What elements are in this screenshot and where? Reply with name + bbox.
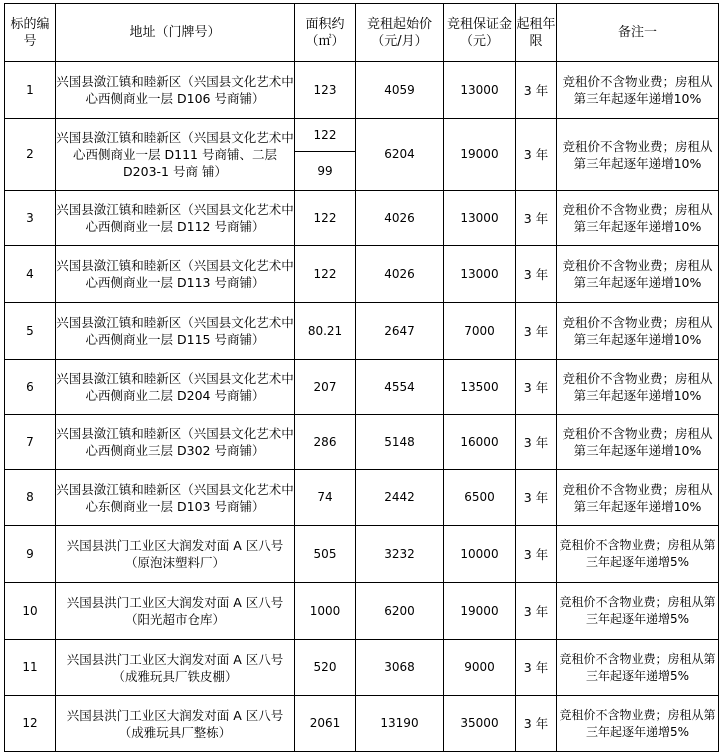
row-term: 3 年 xyxy=(516,470,557,526)
row-start-price: 6200 xyxy=(356,583,444,640)
row-term: 3 年 xyxy=(516,360,557,415)
row-address: 兴国县潋江镇和睦新区（兴国县文化艺术中心西侧商业一层 D111 号商铺、二层 D203-1 号商 铺） xyxy=(56,119,295,191)
row-address: 兴国县洪门工业区大润发对面 A 区八号（阳光超市仓库） xyxy=(56,583,295,640)
row-start-price: 13190 xyxy=(356,696,444,752)
row-number: 1 xyxy=(5,62,56,119)
row-deposit: 13000 xyxy=(444,191,516,246)
row-area-second: 99 xyxy=(317,164,333,178)
row-remark: 竞租价不含物业费；房租从第三年起逐年递增5% xyxy=(557,640,719,696)
row-area: 207 xyxy=(295,360,356,415)
row-start-price: 4026 xyxy=(356,246,444,303)
row-remark: 竞租价不含物业费；房租从第三年起逐年递增10% xyxy=(557,360,719,415)
row-area: 123 xyxy=(295,62,356,119)
row-deposit: 10000 xyxy=(444,526,516,583)
row-remark: 竞租价不含物业费；房租从第三年起逐年递增10% xyxy=(557,303,719,360)
row-number: 7 xyxy=(5,415,56,470)
row-area: 122 xyxy=(295,119,355,152)
row-term: 3 年 xyxy=(516,583,557,640)
row-start-price: 4026 xyxy=(356,191,444,246)
row-number: 12 xyxy=(5,696,56,752)
row-remark: 竞租价不含物业费；房租从第三年起逐年递增10% xyxy=(557,415,719,470)
row-term: 3 年 xyxy=(516,415,557,470)
header-remark: 备注一 xyxy=(557,4,719,62)
row-deposit: 13000 xyxy=(444,62,516,119)
row-term: 3 年 xyxy=(516,119,557,191)
row-address: 兴国县潋江镇和睦新区（兴国县文化艺术中心西侧商业一层 D115 号商铺） xyxy=(56,303,295,360)
row-area: 505 xyxy=(295,526,356,583)
row-remark: 竞租价不含物业费；房租从第三年起逐年递增5% xyxy=(557,526,719,583)
row-remark: 竞租价不含物业费；房租从第三年起逐年递增5% xyxy=(557,583,719,640)
row-address: 兴国县潋江镇和睦新区（兴国县文化艺术中心西侧商业一层 D106 号商铺） xyxy=(56,62,295,119)
header-deposit: 竞租保证金（元） xyxy=(444,4,516,62)
row-deposit: 13000 xyxy=(444,246,516,303)
row-deposit: 19000 xyxy=(444,583,516,640)
row-start-price: 5148 xyxy=(356,415,444,470)
row-term: 3 年 xyxy=(516,303,557,360)
table-row xyxy=(5,526,719,583)
row-deposit: 35000 xyxy=(444,696,516,752)
row-start-price: 3232 xyxy=(356,526,444,583)
header-area: 面积约（㎡） xyxy=(295,4,356,62)
row-address: 兴国县洪门工业区大润发对面 A 区八号（成雅玩具厂铁皮棚） xyxy=(56,640,295,696)
row-start-price: 3068 xyxy=(356,640,444,696)
row-address: 兴国县潋江镇和睦新区（兴国县文化艺术中心西侧商业三层 D302 号商铺） xyxy=(56,415,295,470)
row-area: 1000 xyxy=(295,583,356,640)
row-deposit: 7000 xyxy=(444,303,516,360)
row-number: 9 xyxy=(5,526,56,583)
row-remark: 竞租价不含物业费；房租从第三年起逐年递增10% xyxy=(557,470,719,526)
row-area: 74 xyxy=(295,470,356,526)
row-term: 3 年 xyxy=(516,640,557,696)
row-address: 兴国县潋江镇和睦新区（兴国县文化艺术中心西侧商业一层 D113 号商铺） xyxy=(56,246,295,303)
table-row xyxy=(5,119,719,191)
row-address: 兴国县洪门工业区大润发对面 A 区八号（成雅玩具厂整栋） xyxy=(56,696,295,752)
table-row xyxy=(5,62,719,119)
table-row xyxy=(5,360,719,415)
row-area: 286 xyxy=(295,415,356,470)
row-number: 5 xyxy=(5,303,56,360)
header-address: 地址（门牌号） xyxy=(56,4,295,62)
row-number: 4 xyxy=(5,246,56,303)
row-address: 兴国县潋江镇和睦新区（兴国县文化艺术中心东侧商业一层 D103 号商铺） xyxy=(56,470,295,526)
row-address: 兴国县潋江镇和睦新区（兴国县文化艺术中心西侧商业二层 D204 号商铺） xyxy=(56,360,295,415)
row-remark: 竞租价不含物业费；房租从第三年起逐年递增5% xyxy=(557,696,719,752)
table-row xyxy=(5,415,719,470)
row-start-price: 4554 xyxy=(356,360,444,415)
table-row xyxy=(5,640,719,696)
table-row xyxy=(5,696,719,752)
table-row xyxy=(5,191,719,246)
row-start-price: 2442 xyxy=(356,470,444,526)
row-area: 122 xyxy=(295,191,356,246)
row-remark: 竞租价不含物业费；房租从第三年起逐年递增10% xyxy=(557,246,719,303)
row-term: 3 年 xyxy=(516,62,557,119)
row-number: 10 xyxy=(5,583,56,640)
row-remark: 竞租价不含物业费；房租从第三年起逐年递增10% xyxy=(557,119,719,191)
row-address: 兴国县洪门工业区大润发对面 A 区八号（原泡沫塑料厂） xyxy=(56,526,295,583)
row-number: 6 xyxy=(5,360,56,415)
header-row xyxy=(5,4,719,62)
rental-table xyxy=(4,3,719,752)
table-row xyxy=(5,303,719,360)
row-term: 3 年 xyxy=(516,246,557,303)
row-area: 80.21 xyxy=(295,303,356,360)
header-start-price: 竞租起始价（元/月） xyxy=(356,4,444,62)
row-term: 3 年 xyxy=(516,526,557,583)
row-deposit: 6500 xyxy=(444,470,516,526)
row-area: 520 xyxy=(295,640,356,696)
row-term: 3 年 xyxy=(516,696,557,752)
row-start-price: 2647 xyxy=(356,303,444,360)
row-start-price: 4059 xyxy=(356,62,444,119)
row-start-price: 6204 xyxy=(356,119,444,191)
row-area: 2061 xyxy=(295,696,356,752)
row-area-split xyxy=(295,119,356,191)
row-number: 8 xyxy=(5,470,56,526)
row-deposit: 9000 xyxy=(444,640,516,696)
row-number: 2 xyxy=(5,119,56,191)
row-remark: 竞租价不含物业费；房租从第三年起逐年递增10% xyxy=(557,191,719,246)
table-row xyxy=(5,246,719,303)
row-remark: 竞租价不含物业费；房租从第三年起逐年递增10% xyxy=(557,62,719,119)
table-row xyxy=(5,470,719,526)
row-area: 122 xyxy=(295,246,356,303)
row-deposit: 19000 xyxy=(444,119,516,191)
row-term: 3 年 xyxy=(516,191,557,246)
row-deposit: 13500 xyxy=(444,360,516,415)
row-deposit: 16000 xyxy=(444,415,516,470)
row-number: 3 xyxy=(5,191,56,246)
header-index: 标的编号 xyxy=(5,4,56,62)
header-term: 起租年限 xyxy=(516,4,557,62)
table-row xyxy=(5,583,719,640)
row-address: 兴国县潋江镇和睦新区（兴国县文化艺术中心西侧商业一层 D112 号商铺） xyxy=(56,191,295,246)
row-number: 11 xyxy=(5,640,56,696)
